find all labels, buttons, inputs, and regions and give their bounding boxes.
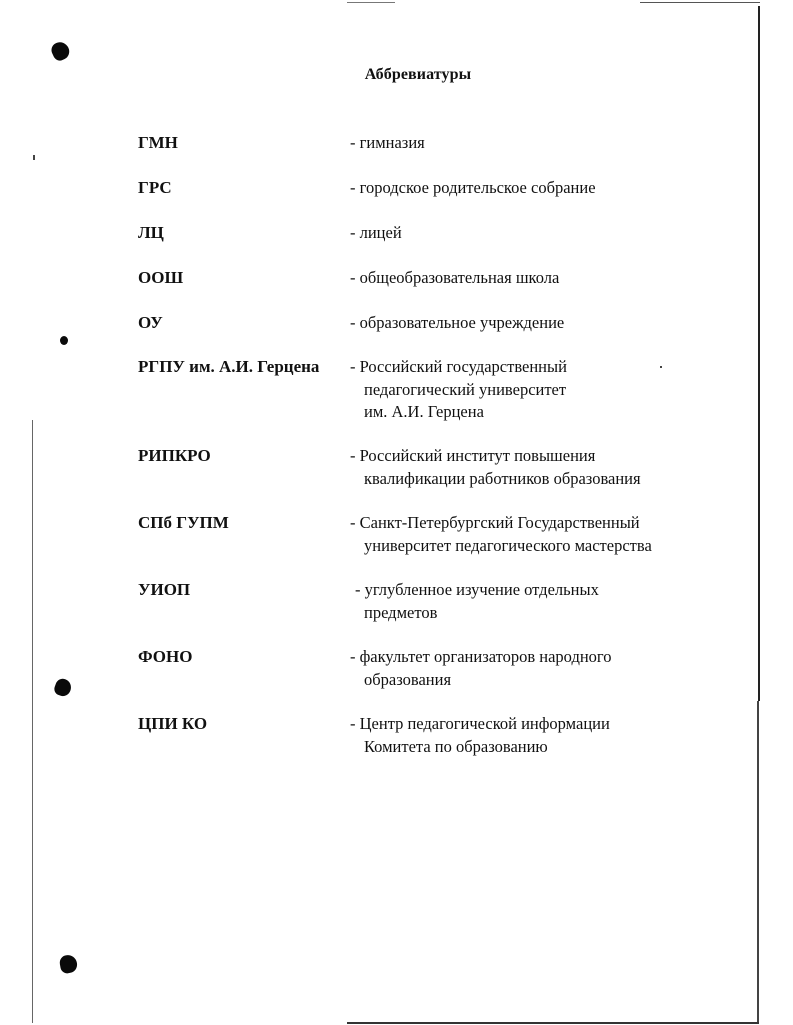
abbreviation-term: ФОНО	[138, 647, 193, 666]
definition-line: - образовательное учреждение	[350, 313, 565, 332]
abbreviation-definition	[350, 267, 559, 290]
definition-line: - Российский государственный	[350, 357, 567, 376]
abbreviation-term: ООШ	[138, 268, 184, 287]
definition-line: - городское родительское собрание	[350, 178, 596, 197]
definition-line: им. А.И. Герцена	[364, 402, 484, 421]
definition-line: - Российский институт повышения	[350, 446, 596, 465]
abbreviation-definition	[350, 445, 641, 490]
abbreviation-term: ЦПИ КО	[138, 714, 208, 733]
abbreviation-term: РИПКРО	[138, 446, 211, 465]
abbreviation-term: ГРС	[138, 178, 172, 197]
definition-line: - лицей	[350, 223, 402, 242]
abbreviation-term: ОУ	[138, 313, 163, 332]
definition-line: образования	[364, 669, 452, 689]
definition-line: педагогический университет	[364, 379, 567, 399]
definition-line: квалификации работников образования	[364, 468, 641, 488]
definition-line: - Санкт-Петербургский Государственный	[350, 513, 640, 532]
abbreviation-definition	[350, 177, 596, 200]
definition-line: - общеобразовательная школа	[350, 268, 560, 287]
definition-line: предметов	[364, 602, 438, 622]
abbreviation-definition	[355, 579, 599, 624]
abbreviation-definition	[350, 646, 612, 691]
abbreviation-term: УИОП	[138, 580, 191, 599]
page-title: Аббревиатуры	[364, 66, 472, 83]
abbreviation-definition	[350, 512, 652, 557]
definition-line: - факультет организаторов народного	[350, 647, 612, 666]
abbreviation-term: ГМН	[138, 133, 178, 152]
abbreviation-term: СПб ГУПМ	[138, 513, 229, 532]
abbreviation-definition	[350, 222, 402, 245]
abbreviation-term: РГПУ им. А.И. Герцена	[138, 357, 320, 376]
abbreviation-definition	[350, 713, 610, 758]
abbreviation-definition	[350, 312, 564, 335]
definition-line: - Центр педагогической информации	[350, 714, 610, 733]
abbreviation-definition	[350, 132, 425, 155]
definition-line: Комитета по образованию	[364, 736, 548, 756]
abbreviation-term: ЛЦ	[138, 223, 164, 242]
definition-line: университет педагогического мастерства	[364, 535, 652, 555]
abbreviation-definition	[350, 356, 567, 424]
definition-line: - гимназия	[350, 133, 425, 152]
definition-line: - углубленное изучение отдельных	[355, 580, 599, 599]
